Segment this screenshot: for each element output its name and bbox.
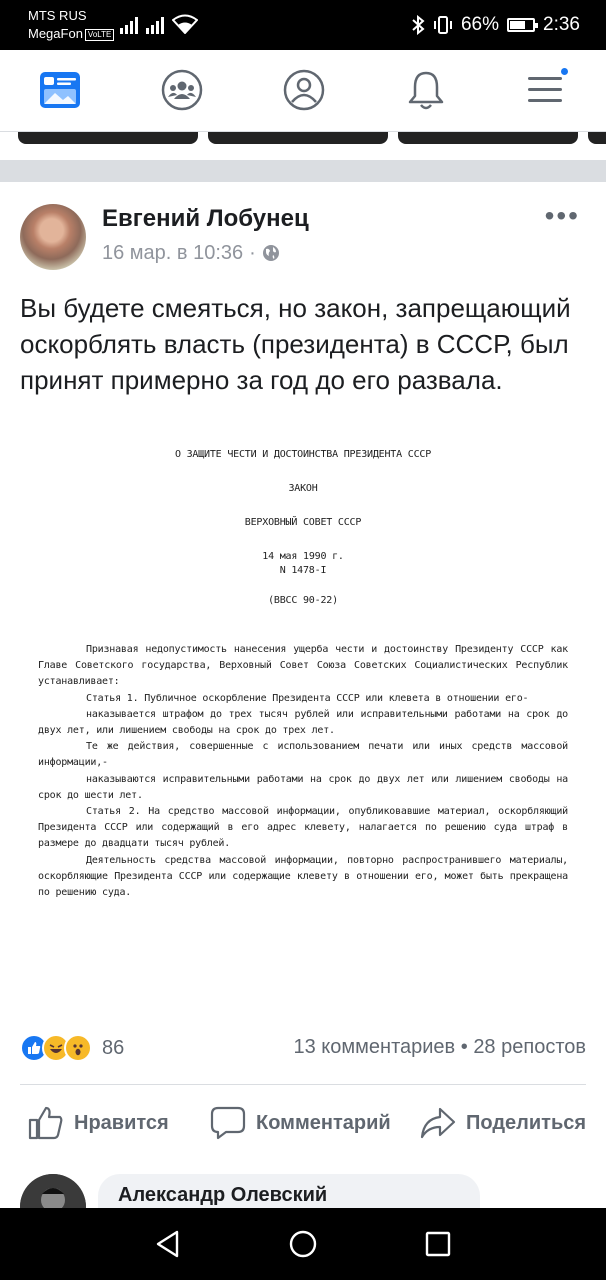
commenter-name[interactable]: Александр Олевский — [118, 1184, 328, 1206]
nav-news-feed[interactable] — [38, 68, 82, 112]
doc-paragraph: Статья 2. На средство массовой информации, опубликовавшие материал, оскорбляющий Президента СССР или содержащий в его адрес клевету, налагается по решению суда штраф в размере до двадцати тысяч рублей. — [38, 806, 568, 850]
share-button[interactable] — [420, 1106, 586, 1140]
hamburger-icon — [526, 73, 566, 107]
engagement-counts — [294, 1036, 587, 1059]
post — [0, 182, 606, 1208]
back-icon — [155, 1230, 181, 1258]
document-image[interactable] — [38, 448, 568, 1008]
comment-icon — [210, 1106, 246, 1140]
comments-count[interactable]: 13 комментариев — [293, 1036, 456, 1058]
doc-date: 14 мая 1990 г. — [262, 551, 344, 562]
doc-body — [38, 642, 568, 901]
actions-divider — [20, 1084, 586, 1085]
doc-paragraph: Те же действия, совершенные с использованием печати или иных средств массовой информации,- — [38, 741, 568, 769]
carrier-2-row — [28, 25, 114, 43]
carrier-info — [28, 7, 114, 43]
vibrate-icon — [433, 15, 453, 35]
bell-icon — [407, 69, 445, 111]
nav-groups[interactable] — [160, 68, 204, 112]
story-card[interactable] — [588, 132, 606, 144]
doc-paragraph: Признавая недопустимость нанесения ущерба чести и достоинству Президенту СССР как Главе Советского государства, Верховный Совет Союза Советских Социалистических Республик устанавливает: — [38, 644, 568, 688]
status-right — [411, 12, 580, 38]
post-meta — [102, 240, 280, 266]
wow-reaction-icon — [64, 1034, 92, 1062]
top-nav — [0, 50, 606, 132]
share-icon — [420, 1106, 456, 1140]
signal-icon — [146, 16, 164, 34]
carrier-1: MTS RUS — [28, 8, 87, 23]
doc-paragraph: Статья 1. Публичное оскорбление Президента СССР или клевета в отношении его- — [86, 692, 529, 704]
home-button[interactable] — [287, 1228, 319, 1260]
recents-icon — [425, 1231, 451, 1257]
nav-menu[interactable] — [524, 68, 568, 112]
nav-profile[interactable] — [282, 68, 326, 112]
shares-count[interactable]: 28 репостов — [473, 1036, 586, 1058]
android-nav-bar — [0, 1208, 606, 1280]
back-button[interactable] — [152, 1228, 184, 1260]
comment-button[interactable] — [210, 1106, 391, 1140]
doc-paragraph: наказываются исправительными работами на срок до двух лет или лишением свободы на срок до шести лет. — [38, 773, 568, 801]
feed-separator — [0, 160, 606, 182]
stories-strip — [0, 132, 606, 160]
bluetooth-icon — [411, 15, 425, 35]
doc-paragraph: наказывается штрафом до трех тысяч рублей или исправительными работами на срок до двух лет, или лишением свободы на срок до трех лет. — [38, 708, 568, 737]
groups-icon — [161, 69, 203, 111]
newsfeed-icon — [39, 71, 81, 109]
reactions-summary[interactable] — [20, 1034, 124, 1062]
post-author[interactable]: Евгений Лобунец — [102, 205, 309, 232]
nav-notifications[interactable] — [404, 68, 448, 112]
post-more-button[interactable]: ••• — [544, 200, 580, 231]
doc-paragraph: Деятельность средства массовой информации, повторно распространившего материалы, оскорбляющие Президента СССР или содержащие клевету в отношении его, может быть прекращена по решению суда. — [38, 854, 568, 899]
story-card[interactable] — [208, 132, 388, 144]
globe-icon — [262, 244, 280, 262]
signal-icon — [120, 16, 138, 34]
comment-label: Комментарий — [256, 1111, 391, 1134]
home-icon — [288, 1229, 318, 1259]
post-text: Вы будете смеяться, но закон, запрещающий оскорблять власть (президента) в СССР, был принят примерно за год до его развала. — [20, 293, 571, 395]
battery-fill — [510, 21, 525, 29]
recents-button[interactable] — [422, 1228, 454, 1260]
post-date[interactable]: 16 мар. в 10:36 — [102, 242, 244, 264]
battery-icon — [507, 18, 535, 32]
doc-ref: (ВВСС 90-22) — [268, 595, 338, 606]
meta-dot: · — [249, 242, 256, 264]
menu-badge-dot — [559, 66, 570, 77]
thumbs-up-icon — [28, 1106, 64, 1140]
battery-percent: 66% — [460, 14, 500, 35]
reactions-count: 86 — [102, 1036, 125, 1059]
doc-issuer: ВЕРХОВНЫЙ СОВЕТ СССР — [244, 517, 362, 528]
like-label: Нравится — [74, 1111, 169, 1134]
comment-preview — [20, 1174, 586, 1208]
doc-title: О ЗАЩИТЕ ЧЕСТИ И ДОСТОИНСТВА ПРЕЗИДЕНТА СССР — [174, 449, 432, 460]
like-button[interactable] — [28, 1106, 169, 1140]
signal-icons — [120, 12, 198, 34]
story-card[interactable] — [398, 132, 578, 144]
doc-number: N 1478-I — [279, 565, 327, 576]
doc-type: ЗАКОН — [288, 483, 318, 494]
volte-badge: VoLTE — [85, 29, 114, 41]
clock: 2:36 — [543, 14, 580, 35]
wifi-icon — [172, 14, 198, 34]
post-actions — [0, 1100, 606, 1146]
share-label: Поделиться — [466, 1111, 587, 1134]
profile-icon — [283, 69, 325, 111]
status-bar — [0, 0, 606, 50]
story-card[interactable] — [18, 132, 198, 144]
carrier-2: MegaFon — [28, 26, 83, 41]
counts-separator: • — [460, 1036, 468, 1058]
author-avatar[interactable] — [20, 204, 86, 270]
